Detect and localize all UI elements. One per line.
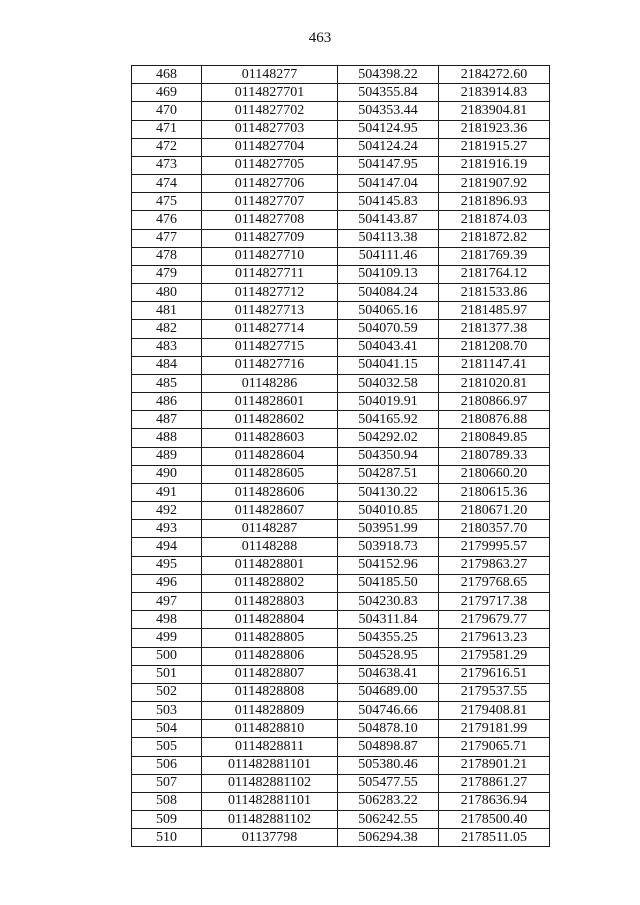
y-coordinate-cell: 2180357.70 [439, 520, 550, 538]
y-coordinate-cell: 2179537.55 [439, 683, 550, 701]
point-code-cell: 0114827708 [202, 211, 338, 229]
y-coordinate-cell: 2181923.36 [439, 120, 550, 138]
y-coordinate-cell: 2179863.27 [439, 556, 550, 574]
point-number-cell: 502 [132, 683, 202, 701]
point-number-cell: 490 [132, 465, 202, 483]
point-number-cell: 468 [132, 66, 202, 84]
point-code-cell: 011482881101 [202, 756, 338, 774]
y-coordinate-cell: 2181764.12 [439, 265, 550, 283]
table-row [132, 792, 550, 810]
y-coordinate-cell: 2179065.71 [439, 738, 550, 756]
x-coordinate-cell: 504041.15 [338, 356, 439, 374]
y-coordinate-cell: 2179679.77 [439, 611, 550, 629]
point-code-cell: 0114828603 [202, 429, 338, 447]
x-coordinate-cell: 506242.55 [338, 811, 439, 829]
table-row [132, 574, 550, 592]
point-number-cell: 501 [132, 665, 202, 683]
point-code-cell: 01148286 [202, 374, 338, 392]
y-coordinate-cell: 2180849.85 [439, 429, 550, 447]
table-row [132, 320, 550, 338]
table-row [132, 665, 550, 683]
x-coordinate-cell: 504350.94 [338, 447, 439, 465]
y-coordinate-cell: 2178901.21 [439, 756, 550, 774]
x-coordinate-cell: 504311.84 [338, 611, 439, 629]
point-number-cell: 470 [132, 102, 202, 120]
table-row [132, 102, 550, 120]
y-coordinate-cell: 2179181.99 [439, 720, 550, 738]
y-coordinate-cell: 2180876.88 [439, 411, 550, 429]
point-code-cell: 0114827704 [202, 138, 338, 156]
y-coordinate-cell: 2178636.94 [439, 792, 550, 810]
x-coordinate-cell: 505477.55 [338, 774, 439, 792]
y-coordinate-cell: 2183904.81 [439, 102, 550, 120]
point-code-cell: 0114828806 [202, 647, 338, 665]
table-row [132, 502, 550, 520]
x-coordinate-cell: 505380.46 [338, 756, 439, 774]
point-code-cell: 0114827711 [202, 265, 338, 283]
y-coordinate-cell: 2179613.23 [439, 629, 550, 647]
x-coordinate-cell: 504113.38 [338, 229, 439, 247]
x-coordinate-cell: 504355.84 [338, 84, 439, 102]
point-code-cell: 0114827714 [202, 320, 338, 338]
table-row [132, 756, 550, 774]
x-coordinate-cell: 503918.73 [338, 538, 439, 556]
coordinates-table-body [132, 66, 550, 847]
x-coordinate-cell: 504111.46 [338, 247, 439, 265]
point-number-cell: 475 [132, 193, 202, 211]
point-number-cell: 484 [132, 356, 202, 374]
y-coordinate-cell: 2180615.36 [439, 483, 550, 501]
x-coordinate-cell: 504185.50 [338, 574, 439, 592]
y-coordinate-cell: 2179581.29 [439, 647, 550, 665]
point-code-cell: 0114828802 [202, 574, 338, 592]
point-number-cell: 482 [132, 320, 202, 338]
x-coordinate-cell: 504898.87 [338, 738, 439, 756]
y-coordinate-cell: 2180866.97 [439, 393, 550, 411]
y-coordinate-cell: 2178511.05 [439, 829, 550, 847]
table-row [132, 338, 550, 356]
point-number-cell: 481 [132, 302, 202, 320]
y-coordinate-cell: 2181907.92 [439, 175, 550, 193]
y-coordinate-cell: 2180671.20 [439, 502, 550, 520]
x-coordinate-cell: 504124.24 [338, 138, 439, 156]
point-number-cell: 498 [132, 611, 202, 629]
point-code-cell: 0114828807 [202, 665, 338, 683]
point-code-cell: 0114828805 [202, 629, 338, 647]
point-number-cell: 510 [132, 829, 202, 847]
table-row [132, 66, 550, 84]
table-row [132, 138, 550, 156]
table-row [132, 702, 550, 720]
x-coordinate-cell: 504152.96 [338, 556, 439, 574]
point-code-cell: 0114827709 [202, 229, 338, 247]
x-coordinate-cell: 504528.95 [338, 647, 439, 665]
x-coordinate-cell: 504398.22 [338, 66, 439, 84]
point-code-cell: 0114828809 [202, 702, 338, 720]
point-number-cell: 485 [132, 374, 202, 392]
table-row [132, 302, 550, 320]
y-coordinate-cell: 2181915.27 [439, 138, 550, 156]
y-coordinate-cell: 2181485.97 [439, 302, 550, 320]
table-row [132, 356, 550, 374]
point-code-cell: 0114827707 [202, 193, 338, 211]
point-number-cell: 494 [132, 538, 202, 556]
point-number-cell: 480 [132, 284, 202, 302]
point-code-cell: 0114828602 [202, 411, 338, 429]
table-row [132, 429, 550, 447]
table-row [132, 556, 550, 574]
table-row [132, 465, 550, 483]
y-coordinate-cell: 2181896.93 [439, 193, 550, 211]
table-row [132, 720, 550, 738]
point-number-cell: 504 [132, 720, 202, 738]
point-code-cell: 0114827702 [202, 102, 338, 120]
table-row [132, 774, 550, 792]
y-coordinate-cell: 2179717.38 [439, 592, 550, 610]
point-code-cell: 0114827713 [202, 302, 338, 320]
point-code-cell: 01148277 [202, 66, 338, 84]
point-code-cell: 0114827710 [202, 247, 338, 265]
point-number-cell: 478 [132, 247, 202, 265]
table-row [132, 374, 550, 392]
table-row [132, 120, 550, 138]
point-number-cell: 507 [132, 774, 202, 792]
table-row [132, 738, 550, 756]
x-coordinate-cell: 504145.83 [338, 193, 439, 211]
y-coordinate-cell: 2179768.65 [439, 574, 550, 592]
coordinates-table [131, 65, 550, 847]
y-coordinate-cell: 2183914.83 [439, 84, 550, 102]
x-coordinate-cell: 503951.99 [338, 520, 439, 538]
point-code-cell: 01137798 [202, 829, 338, 847]
table-row [132, 265, 550, 283]
point-number-cell: 492 [132, 502, 202, 520]
y-coordinate-cell: 2179616.51 [439, 665, 550, 683]
x-coordinate-cell: 504287.51 [338, 465, 439, 483]
table-row [132, 811, 550, 829]
point-code-cell: 011482881102 [202, 811, 338, 829]
x-coordinate-cell: 504065.16 [338, 302, 439, 320]
y-coordinate-cell: 2180660.20 [439, 465, 550, 483]
table-row [132, 683, 550, 701]
table-row [132, 84, 550, 102]
point-code-cell: 0114828606 [202, 483, 338, 501]
y-coordinate-cell: 2184272.60 [439, 66, 550, 84]
y-coordinate-cell: 2179995.57 [439, 538, 550, 556]
table-row [132, 284, 550, 302]
point-code-cell: 0114828808 [202, 683, 338, 701]
point-code-cell: 0114828811 [202, 738, 338, 756]
point-number-cell: 477 [132, 229, 202, 247]
point-code-cell: 01148287 [202, 520, 338, 538]
point-code-cell: 011482881101 [202, 792, 338, 810]
x-coordinate-cell: 504109.13 [338, 265, 439, 283]
point-code-cell: 011482881102 [202, 774, 338, 792]
point-number-cell: 505 [132, 738, 202, 756]
table-row [132, 611, 550, 629]
point-code-cell: 0114828803 [202, 592, 338, 610]
point-code-cell: 0114827712 [202, 284, 338, 302]
table-row [132, 629, 550, 647]
y-coordinate-cell: 2181916.19 [439, 156, 550, 174]
point-code-cell: 0114828810 [202, 720, 338, 738]
point-code-cell: 0114828801 [202, 556, 338, 574]
x-coordinate-cell: 504353.44 [338, 102, 439, 120]
point-code-cell: 0114827706 [202, 175, 338, 193]
point-code-cell: 0114828804 [202, 611, 338, 629]
x-coordinate-cell: 504084.24 [338, 284, 439, 302]
point-number-cell: 489 [132, 447, 202, 465]
table-row [132, 193, 550, 211]
y-coordinate-cell: 2181208.70 [439, 338, 550, 356]
table-row [132, 247, 550, 265]
table-row [132, 592, 550, 610]
table-row [132, 829, 550, 847]
table-row [132, 647, 550, 665]
table-row [132, 411, 550, 429]
point-code-cell: 0114828607 [202, 502, 338, 520]
point-number-cell: 473 [132, 156, 202, 174]
point-number-cell: 469 [132, 84, 202, 102]
x-coordinate-cell: 504165.92 [338, 411, 439, 429]
y-coordinate-cell: 2178861.27 [439, 774, 550, 792]
table-row [132, 393, 550, 411]
point-number-cell: 471 [132, 120, 202, 138]
table-row [132, 156, 550, 174]
x-coordinate-cell: 504638.41 [338, 665, 439, 683]
table-row [132, 175, 550, 193]
point-number-cell: 493 [132, 520, 202, 538]
y-coordinate-cell: 2180789.33 [439, 447, 550, 465]
x-coordinate-cell: 504878.10 [338, 720, 439, 738]
point-number-cell: 499 [132, 629, 202, 647]
point-number-cell: 488 [132, 429, 202, 447]
table-row [132, 483, 550, 501]
x-coordinate-cell: 504032.58 [338, 374, 439, 392]
point-number-cell: 491 [132, 483, 202, 501]
point-number-cell: 497 [132, 592, 202, 610]
y-coordinate-cell: 2178500.40 [439, 811, 550, 829]
point-number-cell: 496 [132, 574, 202, 592]
y-coordinate-cell: 2181874.03 [439, 211, 550, 229]
point-code-cell: 0114828601 [202, 393, 338, 411]
table-row [132, 538, 550, 556]
x-coordinate-cell: 504689.00 [338, 683, 439, 701]
y-coordinate-cell: 2181769.39 [439, 247, 550, 265]
point-number-cell: 506 [132, 756, 202, 774]
point-code-cell: 0114827716 [202, 356, 338, 374]
point-number-cell: 500 [132, 647, 202, 665]
y-coordinate-cell: 2181872.82 [439, 229, 550, 247]
x-coordinate-cell: 504130.22 [338, 483, 439, 501]
y-coordinate-cell: 2179408.81 [439, 702, 550, 720]
point-number-cell: 487 [132, 411, 202, 429]
point-number-cell: 483 [132, 338, 202, 356]
x-coordinate-cell: 504147.95 [338, 156, 439, 174]
point-code-cell: 0114827715 [202, 338, 338, 356]
point-code-cell: 0114827703 [202, 120, 338, 138]
table-row [132, 229, 550, 247]
point-number-cell: 503 [132, 702, 202, 720]
point-code-cell: 0114828605 [202, 465, 338, 483]
y-coordinate-cell: 2181377.38 [439, 320, 550, 338]
x-coordinate-cell: 504019.91 [338, 393, 439, 411]
x-coordinate-cell: 504143.87 [338, 211, 439, 229]
x-coordinate-cell: 504043.41 [338, 338, 439, 356]
x-coordinate-cell: 504147.04 [338, 175, 439, 193]
point-number-cell: 486 [132, 393, 202, 411]
point-number-cell: 495 [132, 556, 202, 574]
x-coordinate-cell: 504230.83 [338, 592, 439, 610]
point-number-cell: 472 [132, 138, 202, 156]
point-code-cell: 0114828604 [202, 447, 338, 465]
table-row [132, 520, 550, 538]
point-code-cell: 01148288 [202, 538, 338, 556]
x-coordinate-cell: 504124.95 [338, 120, 439, 138]
x-coordinate-cell: 504070.59 [338, 320, 439, 338]
x-coordinate-cell: 504292.02 [338, 429, 439, 447]
x-coordinate-cell: 506283.22 [338, 792, 439, 810]
y-coordinate-cell: 2181020.81 [439, 374, 550, 392]
x-coordinate-cell: 504746.66 [338, 702, 439, 720]
point-code-cell: 0114827705 [202, 156, 338, 174]
point-number-cell: 509 [132, 811, 202, 829]
point-number-cell: 474 [132, 175, 202, 193]
table-row [132, 211, 550, 229]
x-coordinate-cell: 506294.38 [338, 829, 439, 847]
point-number-cell: 508 [132, 792, 202, 810]
x-coordinate-cell: 504010.85 [338, 502, 439, 520]
point-number-cell: 476 [132, 211, 202, 229]
point-code-cell: 0114827701 [202, 84, 338, 102]
table-row [132, 447, 550, 465]
x-coordinate-cell: 504355.25 [338, 629, 439, 647]
point-number-cell: 479 [132, 265, 202, 283]
y-coordinate-cell: 2181533.86 [439, 284, 550, 302]
page-number: 463 [308, 30, 332, 46]
y-coordinate-cell: 2181147.41 [439, 356, 550, 374]
